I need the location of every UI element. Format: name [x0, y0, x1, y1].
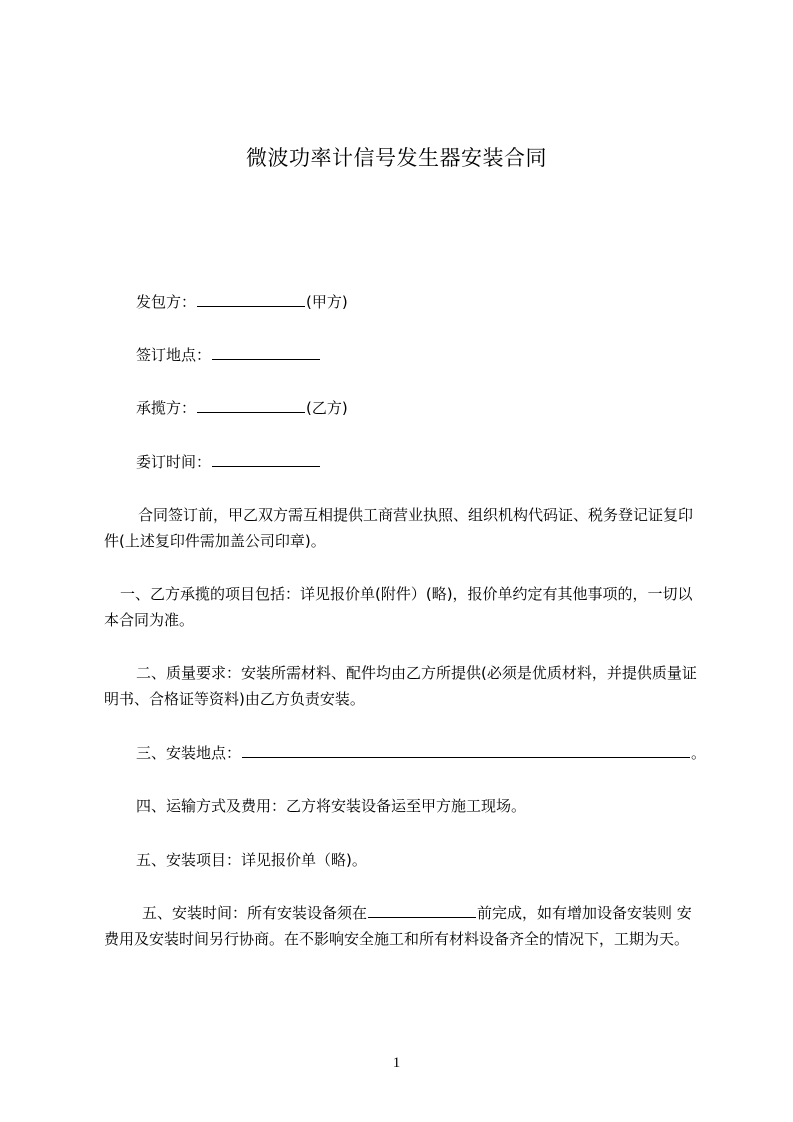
clause-5: 五、安装项目：详见报价单（略)。 [136, 851, 367, 869]
place-blank [212, 344, 320, 360]
clause-2: 二、质量要求：安装所需材料、配件均由乙方所提供(必须是优质材料，并提供质量证明书、合格证等资料)由乙方负责安装。 [104, 664, 697, 708]
time-label: 委订时间： [136, 453, 212, 471]
contractor-label: 承揽方： [136, 399, 197, 417]
time-field [136, 449, 321, 475]
employer-suffix: (甲方) [306, 293, 348, 311]
employer-blank [197, 291, 305, 307]
time-blank [212, 451, 320, 467]
place-field [136, 342, 321, 368]
clause-3-end: 。 [691, 744, 707, 762]
install-location-blank [242, 742, 690, 758]
completion-date-blank [368, 902, 476, 918]
contractor-blank [197, 397, 305, 413]
intro-paragraph: 合同签订前，甲乙双方需互相提供工商营业执照、组织机构代码证、税务登记证复印件(上述复印件需加盖公司印章)。 [104, 506, 694, 550]
contractor-field [136, 395, 348, 421]
page-number: 1 [392, 1055, 401, 1071]
clause-6-rest: 前完成，如有增加设备安装则 安费用及安装时间另行协商。在不影响安全施工和所有材料设备齐全的情况下，工期为天。 [104, 904, 692, 948]
clause-3 [136, 740, 706, 766]
contractor-suffix: (乙方) [306, 399, 348, 417]
clause-6 [104, 900, 702, 952]
clause-4: 四、运输方式及费用：乙方将安装设备运至甲方施工现场。 [136, 797, 527, 815]
clause-3-label: 三、安装地点： [136, 744, 242, 762]
employer-label: 发包方： [136, 293, 197, 311]
clause-6-start: 五、安装时间：所有安装设备须在 [142, 904, 368, 922]
place-label: 签订地点： [136, 346, 212, 364]
employer-field [136, 289, 348, 315]
page-title: 微波功率计信号发生器安装合同 [246, 146, 547, 170]
clause-1: 一、乙方承揽的项目包括：详见报价单(附件）(略)，报价单约定有其他事项的，一切以本合同为准。 [104, 585, 693, 629]
